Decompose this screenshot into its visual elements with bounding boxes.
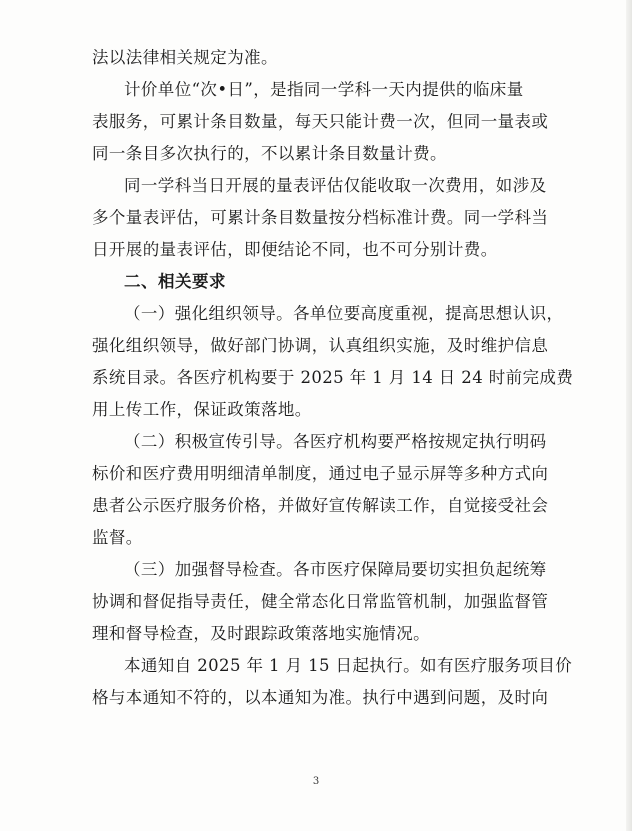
text-line: 本通知自 2025 年 1 月 15 日起执行。如有医疗服务项目价 — [124, 656, 573, 675]
text-line: 同一条目多次执行的，不以累计条目数量计费。 — [92, 144, 447, 163]
text-line: 多个量表评估，可累计条目数量按分档标准计费。同一学科当 — [92, 208, 549, 227]
scan-edge — [626, 0, 632, 831]
text-line: 同一学科当日开展的量表评估仅能收取一次费用，如涉及 — [124, 176, 547, 195]
document-body — [92, 42, 574, 714]
text-line: 协调和督促指导责任，健全常态化日常监管机制，加强监督管 — [92, 592, 549, 611]
text-line: 法以法律相关规定为准。 — [92, 48, 278, 67]
text-line: 计价单位“次•日”，是指同一学科一天内提供的临床量 — [124, 80, 524, 99]
text-line: 理和督导检查，及时跟踪政策落地实施情况。 — [92, 624, 430, 643]
text-line: 监督。 — [92, 528, 143, 547]
text-line: 格与本通知不符的，以本通知为准。执行中遇到问题，及时向 — [92, 688, 549, 707]
text-line: （二）积极宣传引导。各医疗机构要严格按规定执行明码 — [124, 432, 547, 451]
text-line: （一）强化组织领导。各单位要高度重视，提高思想认识， — [124, 304, 564, 323]
text-line: 系统目录。各医疗机构要于 2025 年 1 月 14 日 24 时前完成费 — [92, 368, 574, 387]
section-heading: 二、相关要求 — [124, 272, 226, 291]
text-line: 强化组织领导，做好部门协调，认真组织实施，及时维护信息 — [92, 336, 549, 355]
text-line: 用上传工作，保证政策落地。 — [92, 400, 312, 419]
text-line: 日开展的量表评估，即便结论不同，也不可分别计费。 — [92, 240, 498, 259]
text-line: 患者公示医疗服务价格，并做好宣传解读工作，自觉接受社会 — [92, 496, 549, 515]
page-number: 3 — [312, 776, 320, 787]
text-line: （三）加强督导检查。各市医疗保障局要切实担负起统筹 — [124, 560, 547, 579]
text-line: 标价和医疗费用明细清单制度，通过电子显示屏等多种方式向 — [92, 464, 549, 483]
text-line: 表服务，可累计条目数量，每天只能计费一次，但同一量表或 — [92, 112, 549, 131]
